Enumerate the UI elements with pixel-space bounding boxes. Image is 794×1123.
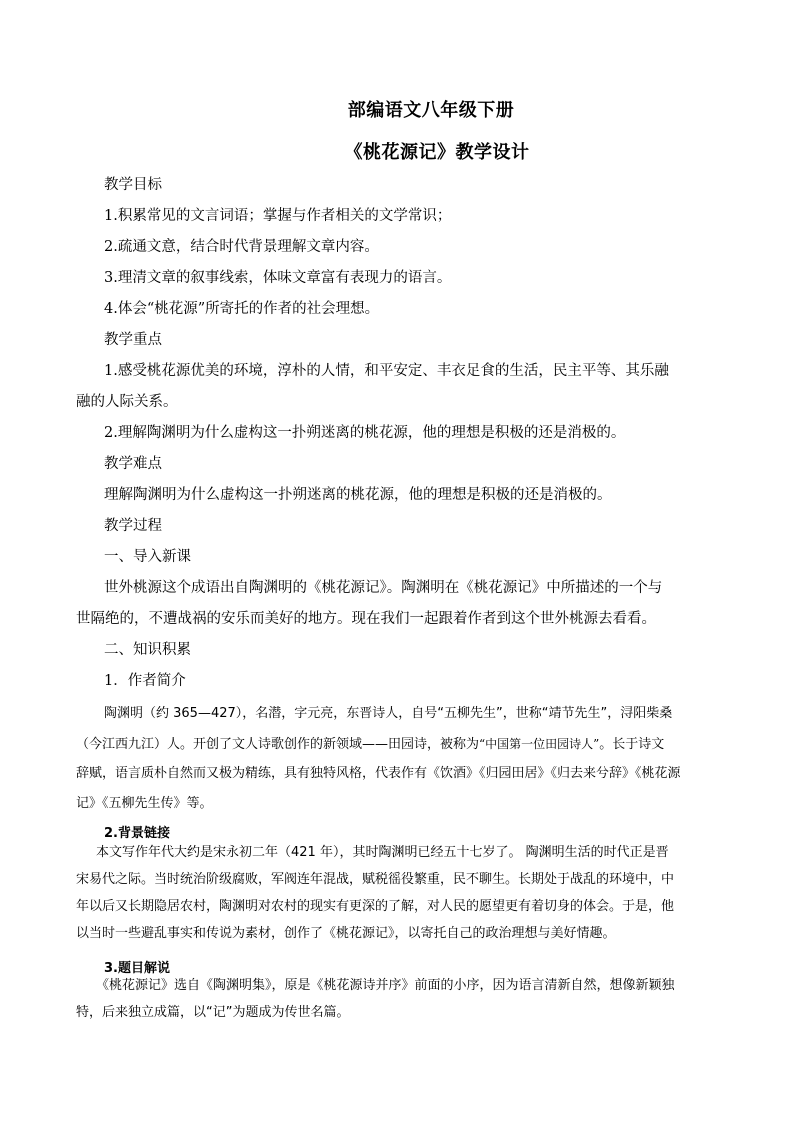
keypoint-item: 1.感受桃花源优美的环境，淳朴的人情，和平安定、丰衣足食的生活，民主平等、其乐融 xyxy=(104,363,669,379)
subsection-heading: 1．作者简介 xyxy=(104,673,186,689)
author-bio-text: 。长于诗文 xyxy=(599,737,665,752)
author-bio-line xyxy=(76,731,664,758)
subsection-heading: 3.题目解说 xyxy=(104,961,170,976)
difficulties-heading: 教学难点 xyxy=(104,456,162,472)
objectives-heading: 教学目标 xyxy=(104,177,162,193)
objective-item: 2.疏通文意，结合时代背景理解文章内容。 xyxy=(104,239,379,255)
section-heading: 二、知识积累 xyxy=(104,642,191,658)
objective-item: 4.体会“桃花源”所寄托的作者的社会理想。 xyxy=(104,301,380,317)
keypoint-item-continuation: 融的人际关系。 xyxy=(76,394,178,410)
author-bio-line: 辞赋，语言质朴自然而又极为精练，具有独特风格，代表作有《饮酒》《归园田居》《归去来兮辞》《桃花源 xyxy=(76,766,681,781)
process-heading: 教学过程 xyxy=(104,518,162,534)
keypoints-heading: 教学重点 xyxy=(104,332,162,348)
keypoint-item: 2.理解陶渊明为什么虚构这一扑朔迷离的桃花源，他的理想是积极的还是消极的。 xyxy=(104,425,626,441)
author-bio-line: 陶渊明（约 365—427），名潜，字元亮，东晋诗人，自号“五柳先生”，世称“靖节先生”，浔阳柴桑 xyxy=(104,706,673,721)
intro-paragraph-line: 世隔绝的，不遭战祸的安乐而美好的地方。现在我们一起跟着作者到这个世外桃源去看看。 xyxy=(76,611,656,627)
difficulty-item: 理解陶渊明为什么虚构这一扑朔迷离的桃花源，他的理想是积极的还是消极的。 xyxy=(104,487,612,503)
title-explanation-line: 特，后来独立成篇，以“记”为题成为传世名篇。 xyxy=(76,1005,350,1020)
author-bio-quote: “中国第一位田园诗人” xyxy=(479,737,600,751)
background-line: 宋易代之际。当时统治阶级腐败，军阀连年混战，赋税徭役繁重，民不聊生。长期处于战乱的环境中，中 xyxy=(76,872,675,887)
title-explanation-line: 《桃花源记》选自《陶渊明集》，原是《桃花源诗并序》前面的小序，因为语言清新自然，想像新颖独 xyxy=(96,978,675,993)
author-bio-line: 记》《五柳先生传》等。 xyxy=(76,796,213,811)
document-subtitle: 《桃花源记》教学设计 xyxy=(344,142,530,163)
subsection-heading: 2.背景链接 xyxy=(104,826,170,841)
document-title: 部编语文八年级下册 xyxy=(347,100,515,121)
intro-paragraph-line: 世外桃源这个成语出自陶渊明的《桃花源记》。陶渊明在《桃花源记》中所描述的一个与 xyxy=(104,580,663,596)
objective-item: 3.理清文章的叙事线索，体味文章富有表现力的语言。 xyxy=(104,270,452,286)
background-line: 本文写作年代大约是宋永初二年（421 年），其时陶渊明已经五十七岁了。 陶渊明生活的时代正是晋 xyxy=(96,845,669,860)
section-heading: 一、导入新课 xyxy=(104,549,191,565)
background-line: 以当时一些避乱事实和传说为素材，创作了《桃花源记》，以寄托自己的政治理想与美好情趣。 xyxy=(76,926,616,941)
author-bio-text: （今江西九江）人。开创了文人诗歌创作的新领域——田园诗，被称为 xyxy=(76,737,480,752)
objective-item: 1.积累常见的文言词语；掌握与作者相关的文学常识； xyxy=(104,208,452,224)
background-line: 年以后又长期隐居农村，陶渊明对农村的现实有更深的了解，对人民的愿望更有着切身的体会。于是，他 xyxy=(76,899,675,914)
